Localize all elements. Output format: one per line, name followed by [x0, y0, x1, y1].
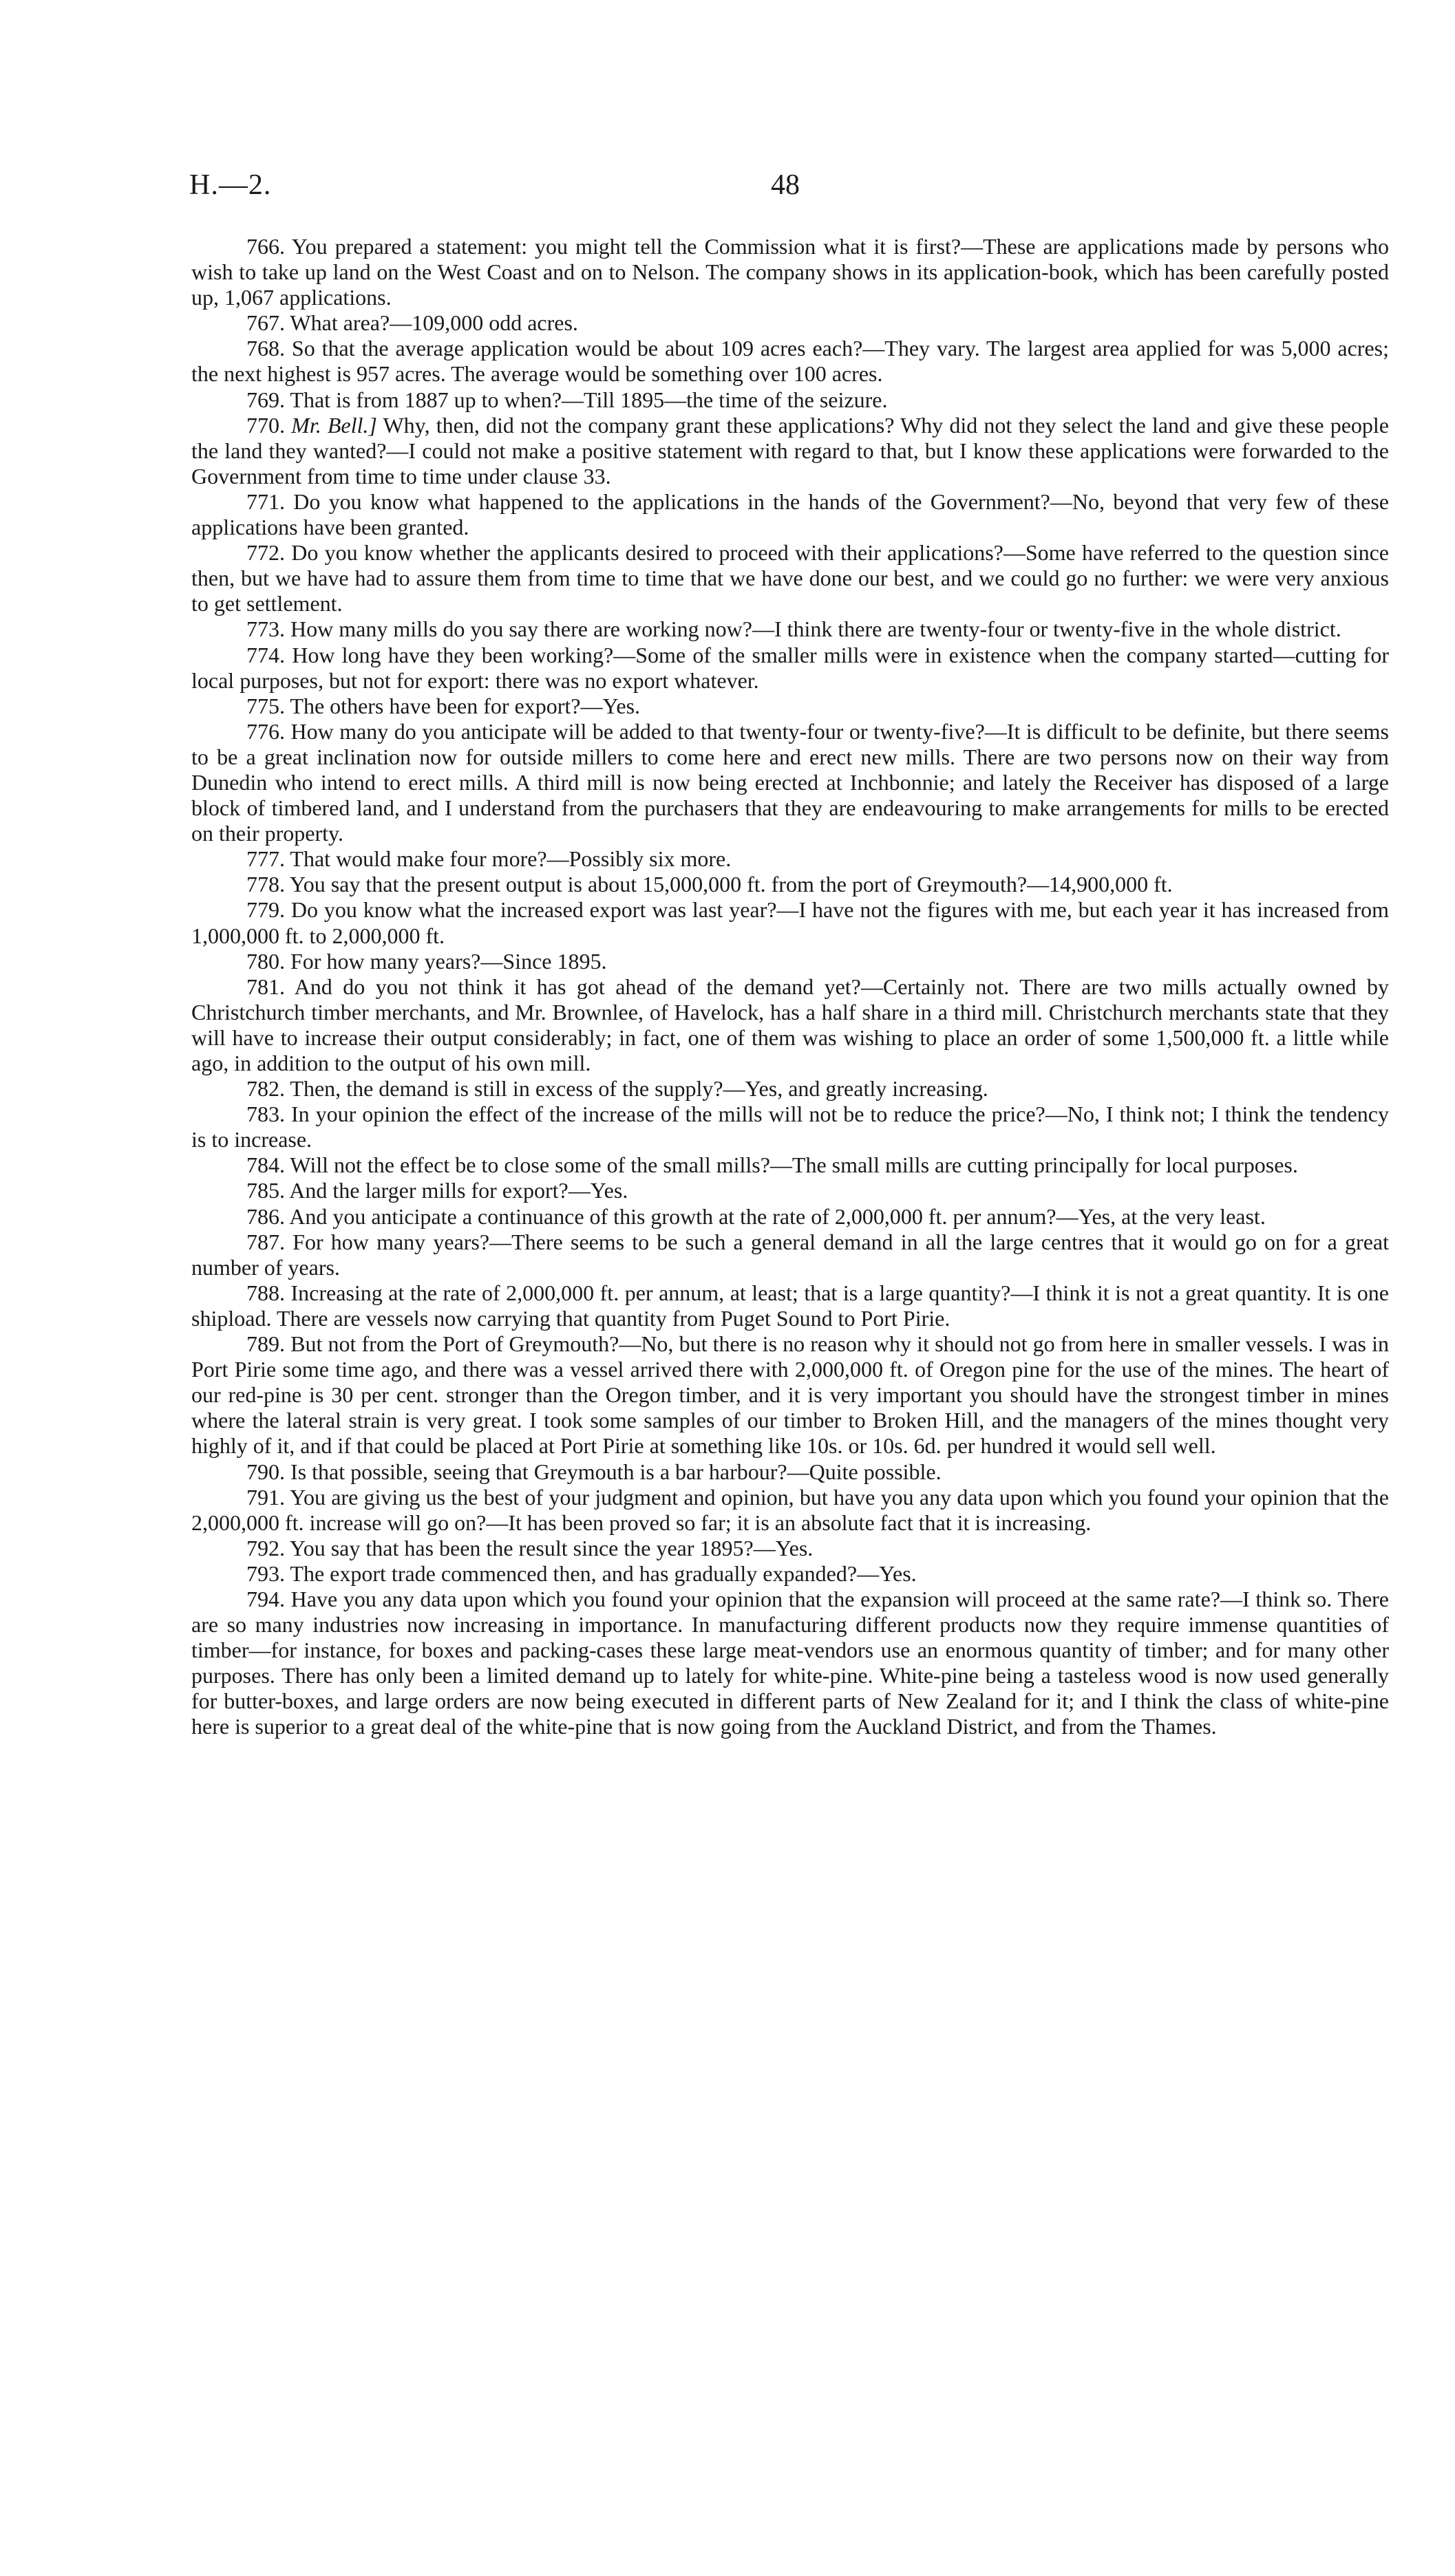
page-header [189, 169, 1390, 210]
evidence-entry-775: 775. The others have been for export?—Yes. [246, 693, 641, 718]
entry-text: Why, then, did not the company grant these applications? Why did not they select the land and give these people the land they wanted?—I could not make a positive statement with regard to that, but I know these applications were forwarded to the Government from time to time under clause 33. [191, 412, 1389, 489]
evidence-entry-785: 785. And the larger mills for export?—Yes. [246, 1178, 628, 1203]
evidence-entry-781: 781. And do you not think it has got ahead of the demand yet?—Certainly not. There are two mills actually owned by Christchurch timber merchants, and Mr. Brownlee, of Havelock, has a half share in a third mill. Christchurch merchants state that they will have to increase their output considerably; in fact, one of them was wishing to place an order of some 1,500,000 ft. a little while ago, in addition to the output of his own mill. [191, 974, 1389, 1075]
evidence-entry-777: 777. That would make four more?—Possibly six more. [246, 846, 732, 872]
evidence-entry-793: 793. The export trade commenced then, and has gradually expanded?—Yes. [246, 1560, 917, 1586]
evidence-entry-786: 786. And you anticipate a continuance of this growth at the rate of 2,000,000 ft. per annum?—Yes, at the very least. [246, 1203, 1266, 1229]
question-number: 770. [246, 412, 285, 438]
evidence-entry-794: 794. Have you any data upon which you found your opinion that the expansion will proceed at the same rate?—I think so. There are so many industries now increasing in importance. In manufacturing different products now they require immense quantities of timber—for instance, for boxes and packing-cases these large meat-vendors use an enormous quantity of timber; and for many other purposes. There has only been a limited demand up to lately for white-pine. White-pine being a tasteless wood is now used generally for butter-boxes, and large orders are now being executed in different parts of New Zealand for it; and I think the class of white-pine here is superior to a great deal of the white-pine that is now going from the Auckland District, and from the Thames. [191, 1586, 1389, 1739]
evidence-entry-778: 778. You say that the present output is about 15,000,000 ft. from the port of Greymouth?—14,900,000 ft. [246, 872, 1173, 897]
document-reference: H.—2. [189, 169, 272, 201]
evidence-entry-787: 787. For how many years?—There seems to be such a general demand in all the large centres that it would go on for a great number of years. [191, 1229, 1389, 1280]
evidence-entry-774: 774. How long have they been working?—Some of the smaller mills were in existence when the company started—cutting for local purposes, but not for export: there was no export whatever. [191, 642, 1389, 693]
evidence-entry-779: 779. Do you know what the increased export was last year?—I have not the figures with me, but each year it has increased from 1,000,000 ft. to 2,000,000 ft. [191, 897, 1389, 948]
evidence-entry-767: 767. What area?—109,000 odd acres. [246, 310, 578, 336]
evidence-entry-770 [191, 413, 1389, 489]
evidence-entry-776: 776. How many do you anticipate will be added to that twenty-four or twenty-five?—It is difficult to be definite, but there seems to be a great inclination now for outside millers to come here and erect new mills. There are two persons now on their way from Dunedin who intend to erect mills. A third mill is now being erected at Inchbonnie; and lately the Receiver has disposed of a large block of timbered land, and I understand from the purchasers that they are endeavouring to make arrangements for mills to be erected on their property. [191, 718, 1389, 846]
page-number: 48 [771, 169, 800, 201]
evidence-entry-788: 788. Increasing at the rate of 2,000,000 ft. per annum, at least; that is a large quantity?—I think it is not a great quantity. It is one shipload. There are vessels now carrying that quantity from Puget Sound to Port Pirie. [191, 1280, 1389, 1331]
evidence-entry-780: 780. For how many years?—Since 1895. [246, 948, 607, 974]
evidence-text [191, 234, 1389, 1740]
evidence-entry-791: 791. You are giving us the best of your judgment and opinion, but have you any data upon which you found your opinion that the 2,000,000 ft. increase will go on?—It has been proved so far; it is an absolute fact that it is increasing. [191, 1484, 1389, 1535]
evidence-entry-771: 771. Do you know what happened to the applications in the hands of the Government?—No, beyond that very few of these applications have been granted. [191, 489, 1389, 540]
evidence-entry-792: 792. You say that has been the result since the year 1895?—Yes. [246, 1535, 814, 1560]
speaker-name: Mr. Bell.] [291, 412, 377, 438]
evidence-entry-789: 789. But not from the Port of Greymouth?—No, but there is no reason why it should not go from here in smaller vessels. I was in Port Pirie some time ago, and there was a vessel arrived there with 2,000,000 ft. of Oregon pine for the use of the mines. The heart of our red-pine is 30 per cent. stronger than the Oregon timber, and it is very important you should have the strongest timber in mines where the lateral strain is very great. I took some samples of our timber to Broken Hill, and the managers of the mines thought very highly of it, and if that could be placed at Port Pirie at something like 10s. or 10s. 6d. per hundred it would sell well. [191, 1331, 1389, 1459]
evidence-entry-768: 768. So that the average application would be about 109 acres each?—They vary. The largest area applied for was 5,000 acres; the next highest is 957 acres. The average would be something over 100 acres. [191, 336, 1389, 387]
evidence-entry-769: 769. That is from 1887 up to when?—Till 1895—the time of the seizure. [246, 387, 888, 412]
evidence-entry-766: 766. You prepared a statement: you might tell the Commission what it is first?—These are applications made by persons who wish to take up land on the West Coast and on to Nelson. The company shows in its application-book, which has been carefully posted up, 1,067 applications. [191, 234, 1389, 310]
evidence-entry-790: 790. Is that possible, seeing that Greymouth is a bar harbour?—Quite possible. [246, 1459, 942, 1484]
evidence-entry-772: 772. Do you know whether the applicants desired to proceed with their applications?—Some have referred to the question since then, but we have had to assure them from time to time that we have done our best, and we could go no further: we were very anxious to get settlement. [191, 540, 1389, 616]
evidence-entry-773: 773. How many mills do you say there are working now?—I think there are twenty-four or twenty-five in the whole district. [246, 616, 1341, 642]
evidence-entry-784: 784. Will not the effect be to close some of the small mills?—The small mills are cutting principally for local purposes. [246, 1152, 1298, 1178]
evidence-entry-783: 783. In your opinion the effect of the increase of the mills will not be to reduce the price?—No, I think not; I think the tendency is to increase. [191, 1102, 1389, 1152]
evidence-entry-782: 782. Then, the demand is still in excess of the supply?—Yes, and greatly increasing. [246, 1076, 988, 1102]
